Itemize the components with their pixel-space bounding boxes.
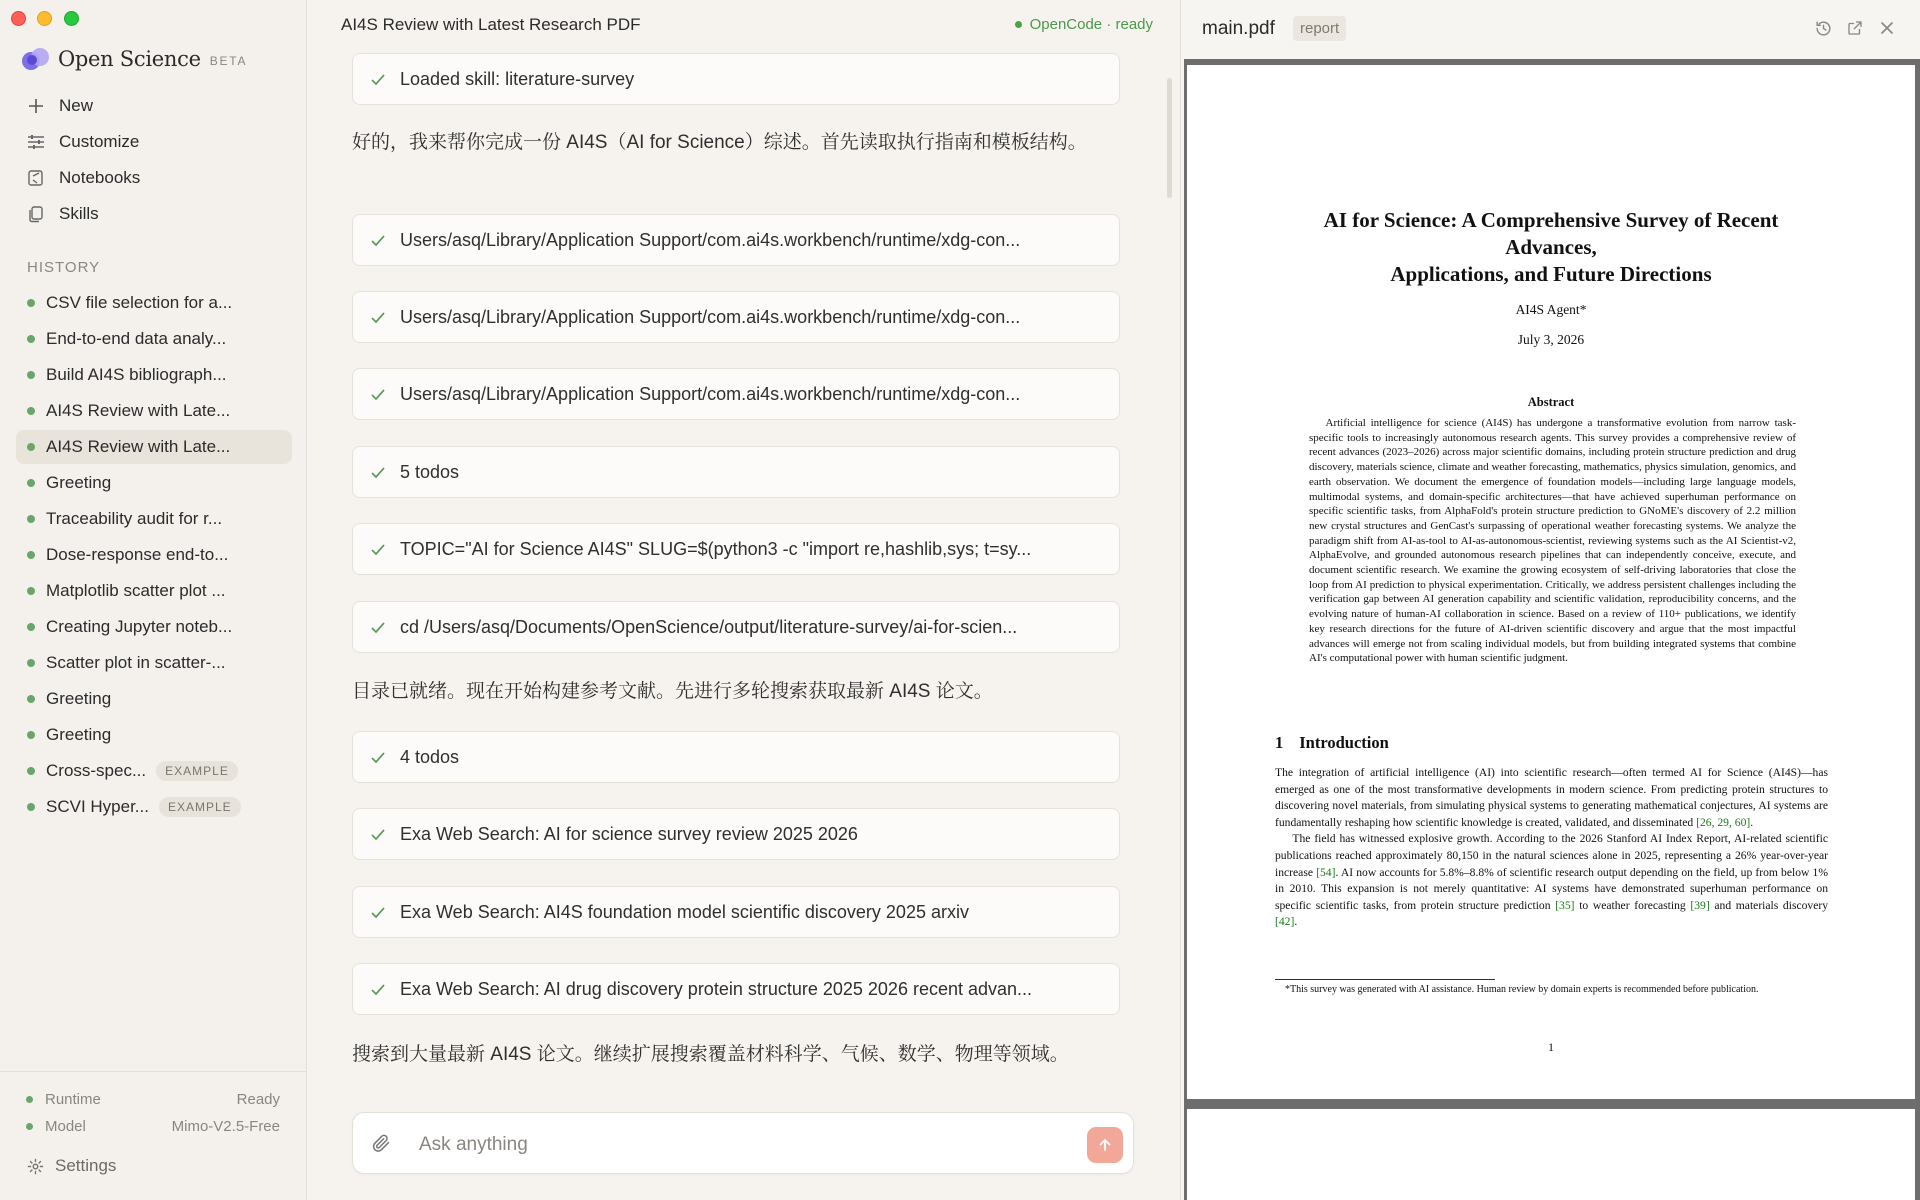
status-dot (27, 659, 35, 667)
check-icon (369, 904, 386, 921)
tool-call-label: 4 todos (400, 746, 460, 767)
nav-new[interactable] (26, 92, 93, 120)
runtime-value: Ready (236, 1090, 280, 1108)
pdf-text: The field has witnessed explosive growth. According to the 2026 Stanford AI Index Report, AI-related scientific publications reached approximately 80,150 in the natural sciences alone in 2025, representing a 26% year-over-year increase (1275, 832, 1828, 879)
tool-call-label: 5 todos (400, 461, 460, 482)
history-item-label: Dose-response end-to... (46, 545, 229, 564)
tool-call-card[interactable] (352, 886, 1120, 938)
history-item[interactable] (16, 718, 292, 752)
assistant-message: 目录已就绪。现在开始构建参考文献。先进行多轮搜索获取最新 AI4S 论文。 (352, 681, 993, 702)
pdf-footnote: *This survey was generated with AI assistance. Human review by domain experts is recommended before publication. (1285, 984, 1759, 995)
check-icon (369, 309, 386, 326)
brand (22, 46, 247, 72)
history-item-label: SCVI Hyper... (46, 797, 149, 816)
history-item-example[interactable] (16, 754, 292, 788)
status-dot (27, 623, 35, 631)
status-dot (27, 335, 35, 343)
tool-call-card[interactable] (352, 808, 1120, 860)
pdf-page (1187, 65, 1915, 1099)
sidebar-divider (0, 1071, 306, 1072)
opencode-status-text: OpenCode · ready (1029, 16, 1153, 33)
history-item-label: Greeting (46, 689, 112, 708)
history-item-label: Traceability audit for r... (46, 509, 223, 528)
pdf-citation[interactable]: [35] (1555, 898, 1575, 912)
pdf-title-line1: AI for Science: A Comprehensive Survey of Recent Advances, (1323, 208, 1779, 259)
status-dot (27, 515, 35, 523)
status-dot (27, 767, 35, 775)
pdf-section-number: 1 (1275, 733, 1284, 752)
window-minimize-button[interactable] (37, 11, 52, 26)
pdf-citation[interactable]: [54] (1316, 865, 1336, 879)
settings-label: Settings (55, 1156, 117, 1175)
chat-transcript[interactable] (307, 52, 1180, 1092)
window-close-button[interactable] (11, 11, 26, 26)
pdf-title (1277, 207, 1825, 288)
tool-call-label: Users/asq/Library/Application Support/com.ai4s.workbench/runtime/xdg-con... (400, 383, 1021, 404)
status-dot (27, 299, 35, 307)
model-status (26, 1115, 280, 1137)
tool-call-label: Exa Web Search: AI for science survey review 2025 2026 (400, 823, 858, 844)
tool-call-card[interactable] (352, 731, 1120, 783)
example-badge: EXAMPLE (156, 761, 238, 781)
paperclip-icon[interactable] (371, 1133, 391, 1153)
history-item[interactable] (16, 574, 292, 608)
notebook-icon (26, 168, 46, 188)
open-external-icon[interactable] (1845, 18, 1865, 38)
pdf-date: July 3, 2026 (1517, 332, 1585, 347)
check-icon (369, 619, 386, 636)
runtime-label: Runtime (45, 1090, 101, 1108)
status-dot (27, 695, 35, 703)
pdf-abstract: Artificial intelligence for science (AI4S) has undergone a transformative evolution from narrow task-specific tools to increasingly autonomous research agents. This survey provides a comprehensive review of recent advances (2023–2026) across major scientific domains, including protein structure prediction and drug discovery, materials science, climate and weather forecasting, mathematics, physics simulation, genomics, and earth observation. We document the emergence of foundation models—including large language models, multimodal systems, and domain-specific architectures—that have achieved superhuman performance on specific scientific tasks, from AlphaFold's protein structure prediction to GNoME's discovery of 2.2 million new crystal structures and GenCast's surpassing of operational weather forecasting systems. We analyze the paradigm shift from AI-as-tool to AI-as-autonomous-scientist, reviewing systems such as the AI Scientist-v2, AlphaEvolve, and grounded autonomous research pipelines that can independently conceive, execute, and document scientific research. We examine the growing ecosystem of self-driving laboratories that close the loop from AI prediction to physical experimentation. Critically, we address persistent challenges including the verification gap between AI generation capability and scientific validation, reproducibility concerns, and the evolving nature of human-AI collaboration in science. Based on a review of 110+ publications, we identify key research directions for the future of AI-driven scientific discovery and argue that the most impactful advances will emerge not from scaling individual models, but from building integrated systems that combine AI's computational power with human scientific judgment. (1309, 417, 1796, 665)
history-item[interactable] (16, 538, 292, 572)
settings-button[interactable] (27, 1153, 116, 1179)
chat-header (307, 0, 1180, 52)
history-item-label: Creating Jupyter noteb... (46, 617, 233, 636)
check-icon (369, 981, 386, 998)
tool-call-label: cd /Users/asq/Documents/OpenScience/output/literature-survey/ai-for-scien... (400, 616, 1018, 637)
pdf-citation[interactable]: [42] (1275, 915, 1295, 929)
pdf-paragraph: The field has witnessed explosive growth. According to the 2026 Stanford AI Index Report, AI-related scientific publications reached approximately 80,150 in the natural sciences alone in 2025, representing a 26% year-over-year increase [54]. AI now accounts for 5.8%–8.8% of scientific research output depending on the field, up from below 1% in 2010. This expansion is not merely quantitative: AI systems have demonstrated superhuman performance on specific scientific tasks, from protein structure prediction [35] to weather forecasting [39] and materials discovery [42]. (1275, 832, 1829, 929)
pdf-text: . AI now accounts for 5.8%–8.8% of scientific research output depending on the field, up from below 1% in 2010. This expansion is not merely quantitative: AI systems have demonstrated superhuman performance on specific scientific tasks, from protein structure prediction (1275, 865, 1828, 912)
chat-title: AI4S Review with Latest Research PDF (341, 15, 641, 34)
tool-call-label: Users/asq/Library/Application Support/com.ai4s.workbench/runtime/xdg-con... (400, 306, 1021, 327)
pdf-tag: report (1293, 16, 1346, 41)
history-item[interactable] (16, 358, 292, 392)
history-item-label: AI4S Review with Late... (46, 401, 231, 420)
logo-icon (22, 48, 50, 70)
beta-badge: BETA (209, 54, 248, 68)
history-item-example[interactable] (16, 790, 292, 824)
tool-call-card[interactable] (352, 53, 1120, 105)
history-item[interactable] (16, 646, 292, 680)
pdf-author: AI4S Agent* (1515, 302, 1587, 317)
history-item[interactable] (16, 466, 292, 500)
history-heading: HISTORY (27, 259, 101, 276)
tool-call-card[interactable] (352, 214, 1120, 266)
nav-skills-label: Skills (59, 204, 99, 223)
history-item[interactable] (16, 502, 292, 536)
ask-input[interactable] (417, 1127, 1021, 1163)
plus-icon (26, 96, 46, 116)
pdf-viewer[interactable] (1184, 59, 1920, 1200)
check-icon (369, 232, 386, 249)
model-value: Mimo-V2.5-Free (171, 1117, 280, 1135)
history-item-label: Matplotlib scatter plot ... (46, 581, 226, 600)
tool-call-label: Exa Web Search: AI drug discovery protein structure 2025 2026 recent advan... (400, 978, 1033, 999)
history-item[interactable] (16, 610, 292, 644)
pdf-citation[interactable]: [26, 29, 60] (1696, 815, 1751, 829)
pdf-page-number: 1 (1548, 1040, 1554, 1054)
tool-call-label: TOPIC="AI for Science AI4S" SLUG=$(python3 -c "import re,hashlib,sys; t=sy... (400, 538, 1032, 559)
tool-call-card[interactable] (352, 291, 1120, 343)
pdf-title-line2: Applications, and Future Directions (1390, 262, 1712, 286)
pdf-paragraph: The integration of artificial intelligence (AI) into scientific research—often termed AI for Science (AI4S)—has emerged as one of the most transformative developments in modern science. From predicting protein structures to discovering novel materials, from simulating physical systems to generating mathematical conjectures, AI systems are fundamentally reshaping how scientific knowledge is created, validated, and disseminated [26, 29, 60]. (1275, 766, 1828, 829)
opencode-status (1015, 16, 1153, 33)
history-item[interactable] (16, 394, 292, 428)
composer (352, 1112, 1134, 1174)
tool-call-label: Loaded skill: literature-survey (400, 68, 635, 89)
history-item[interactable] (16, 682, 292, 716)
runtime-status (26, 1088, 280, 1110)
model-label: Model (45, 1117, 86, 1135)
window-zoom-button[interactable] (64, 11, 79, 26)
status-dot (1015, 21, 1022, 28)
history-item-label: Greeting (46, 473, 112, 492)
pdf-filename: main.pdf (1202, 18, 1275, 39)
copy-icon (26, 204, 46, 224)
tool-call-label: Exa Web Search: AI4S foundation model scientific discovery 2025 arxiv (400, 901, 969, 922)
pdf-text: and materials discovery (1714, 898, 1829, 912)
send-button[interactable] (1087, 1127, 1123, 1163)
status-dot (27, 587, 35, 595)
nav-customize-label: Customize (59, 132, 140, 151)
check-icon (369, 541, 386, 558)
check-icon (369, 464, 386, 481)
history-item-label: AI4S Review with Late... (46, 437, 231, 456)
assistant-message: 好的，我来帮你完成一份 AI4S（AI for Science）综述。首先读取执行指南和模板结构。 (352, 132, 1087, 153)
assistant-message: 搜索到大量最新 AI4S 论文。继续扩展搜索覆盖材料科学、气候、数学、物理等领域。 (352, 1044, 1069, 1065)
history-item-active[interactable] (16, 430, 292, 464)
nav-notebooks-label: Notebooks (59, 168, 141, 187)
example-badge: EXAMPLE (159, 797, 241, 817)
status-dot (27, 551, 35, 559)
history-item-label: End-to-end data analy... (46, 329, 227, 348)
history-item-label: Greeting (46, 725, 112, 744)
nav-customize[interactable] (26, 128, 139, 156)
check-icon (369, 386, 386, 403)
gear-icon (27, 1158, 44, 1175)
history-item-label: Build AI4S bibliograph... (46, 365, 227, 384)
tool-call-card[interactable] (352, 523, 1120, 575)
pdf-footnote-rule (1275, 979, 1495, 980)
brand-name: Open Science (58, 47, 201, 71)
pdf-page (1187, 1109, 1915, 1200)
close-icon[interactable] (1877, 18, 1897, 38)
check-icon (369, 71, 386, 88)
history-item-label: CSV file selection for a... (46, 293, 233, 312)
status-dot (27, 731, 35, 739)
chat-panel (307, 0, 1180, 1200)
status-dot (26, 1123, 33, 1130)
sliders-icon (26, 132, 46, 152)
sidebar (0, 0, 307, 1200)
tool-call-label: Users/asq/Library/Application Support/com.ai4s.workbench/runtime/xdg-con... (400, 229, 1021, 250)
arrow-up-icon (1097, 1137, 1113, 1153)
history-item-label: Scatter plot in scatter-... (46, 653, 226, 672)
tool-call-card[interactable] (352, 963, 1120, 1015)
tool-call-card[interactable] (352, 601, 1120, 653)
tool-call-card[interactable] (352, 446, 1120, 498)
history-item[interactable] (16, 286, 292, 320)
pdf-section-title: Introduction (1299, 733, 1389, 752)
check-icon (369, 749, 386, 766)
pdf-section-heading (1275, 733, 1389, 753)
pdf-citation[interactable]: [39] (1690, 898, 1710, 912)
pdf-text: to weather forecasting (1579, 898, 1686, 912)
check-icon (369, 826, 386, 843)
nav-notebooks[interactable] (26, 164, 140, 192)
pdf-text: The integration of artificial intelligence (AI) into scientific research—often termed AI for Science (AI4S)—has emerged as one of the most transformative developments in modern science. From predicting protein structures to discovering novel materials, from simulating physical systems to generating mathematical conjectures, AI systems are fundamentally reshaping how scientific knowledge is created, validated, and disseminated (1275, 766, 1828, 829)
history-icon[interactable] (1813, 18, 1833, 38)
tool-call-card[interactable] (352, 368, 1120, 420)
status-dot (27, 407, 35, 415)
status-dot (27, 479, 35, 487)
nav-skills[interactable] (26, 200, 99, 228)
status-dot (27, 803, 35, 811)
chat-scrollbar[interactable] (1167, 78, 1172, 198)
status-dot (27, 443, 35, 451)
history-item-label: Cross-spec... (46, 761, 147, 780)
nav-new-label: New (59, 96, 94, 115)
status-dot (27, 371, 35, 379)
pdf-preview-panel (1180, 0, 1920, 1200)
pdf-intro (1275, 765, 1828, 931)
status-dot (26, 1096, 33, 1103)
history-item[interactable] (16, 322, 292, 356)
pdf-abstract-heading: Abstract (1527, 395, 1575, 409)
